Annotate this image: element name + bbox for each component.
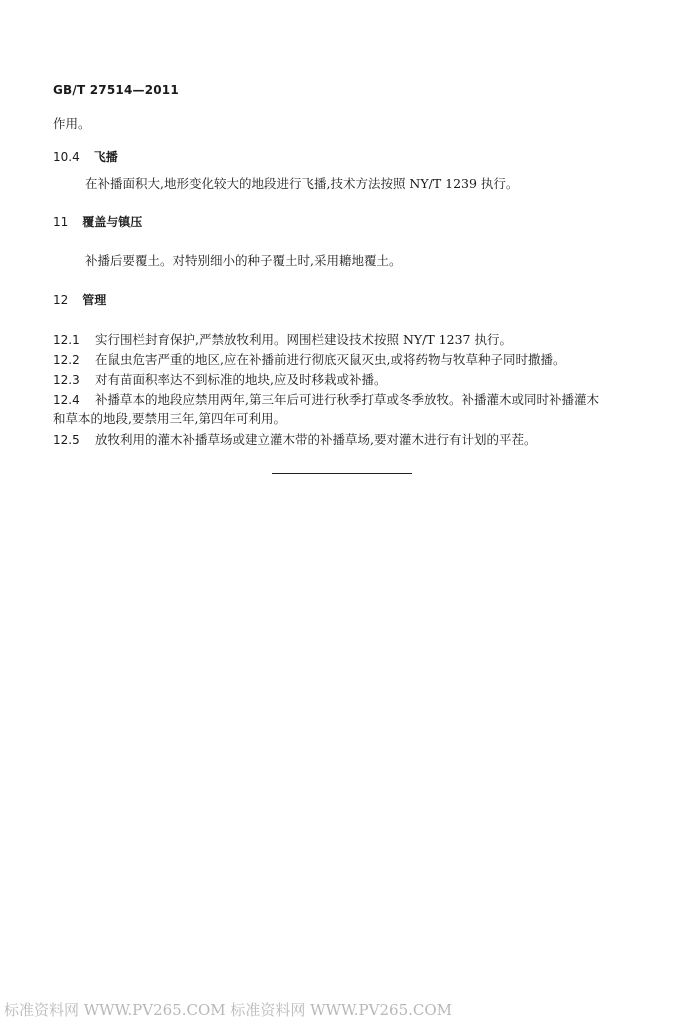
list-item [53, 390, 599, 408]
list-item [53, 370, 386, 388]
document-header-id: GB/T 27514—2011 [53, 83, 179, 97]
item-text: 对有苗面积率达不到标准的地块,应及时移栽或补播。 [95, 372, 387, 387]
item-text: 放牧利用的灌木补播草场或建立灌木带的补播草场,要对灌木进行有计划的平茬。 [95, 432, 537, 447]
section-10-4-body: 在补播面积大,地形变化较大的地段进行飞播,技术方法按照 NY/T 1239 执行。 [85, 176, 519, 191]
item-number: 12.3 [53, 373, 80, 387]
item-number: 12.2 [53, 353, 80, 367]
list-item [53, 330, 512, 348]
section-11-body: 补播后要覆土。对特别细小的种子覆土时,采用耱地覆土。 [85, 253, 402, 268]
item-text: 实行围栏封育保护,严禁放牧利用。网围栏建设技术按照 NY/T 1237 执行。 [95, 332, 512, 347]
list-item [53, 350, 565, 368]
section-number: 11 [53, 215, 69, 229]
watermark-text: 标准资料网 WWW.PV265.COM 标准资料网 WWW.PV265.COM [4, 1001, 453, 1019]
item-text: 在鼠虫危害严重的地区,应在补播前进行彻底灭鼠灭虫,或将药物与牧草种子同时撒播。 [95, 352, 566, 367]
section-title: 覆盖与镇压 [82, 215, 143, 229]
end-of-document-rule [272, 473, 412, 474]
section-12-heading [53, 291, 106, 308]
list-item [53, 430, 536, 448]
section-number: 12 [53, 293, 69, 307]
section-11-heading [53, 213, 142, 230]
section-10-4-heading [53, 148, 118, 165]
section-number: 10.4 [53, 150, 80, 164]
item-number: 12.4 [53, 393, 80, 407]
item-text: 和草本的地段,要禁用三年,第四年可利用。 [53, 411, 286, 426]
section-title: 飞播 [93, 150, 118, 164]
section-title: 管理 [82, 293, 107, 307]
item-number: 12.1 [53, 333, 80, 347]
item-text: 补播草本的地段应禁用两年,第三年后可进行秋季打草或冬季放牧。补播灌木或同时补播灌木 [95, 392, 599, 407]
list-item-continuation [53, 409, 286, 427]
item-number: 12.5 [53, 433, 80, 447]
continuation-text: 作用。 [53, 116, 91, 131]
